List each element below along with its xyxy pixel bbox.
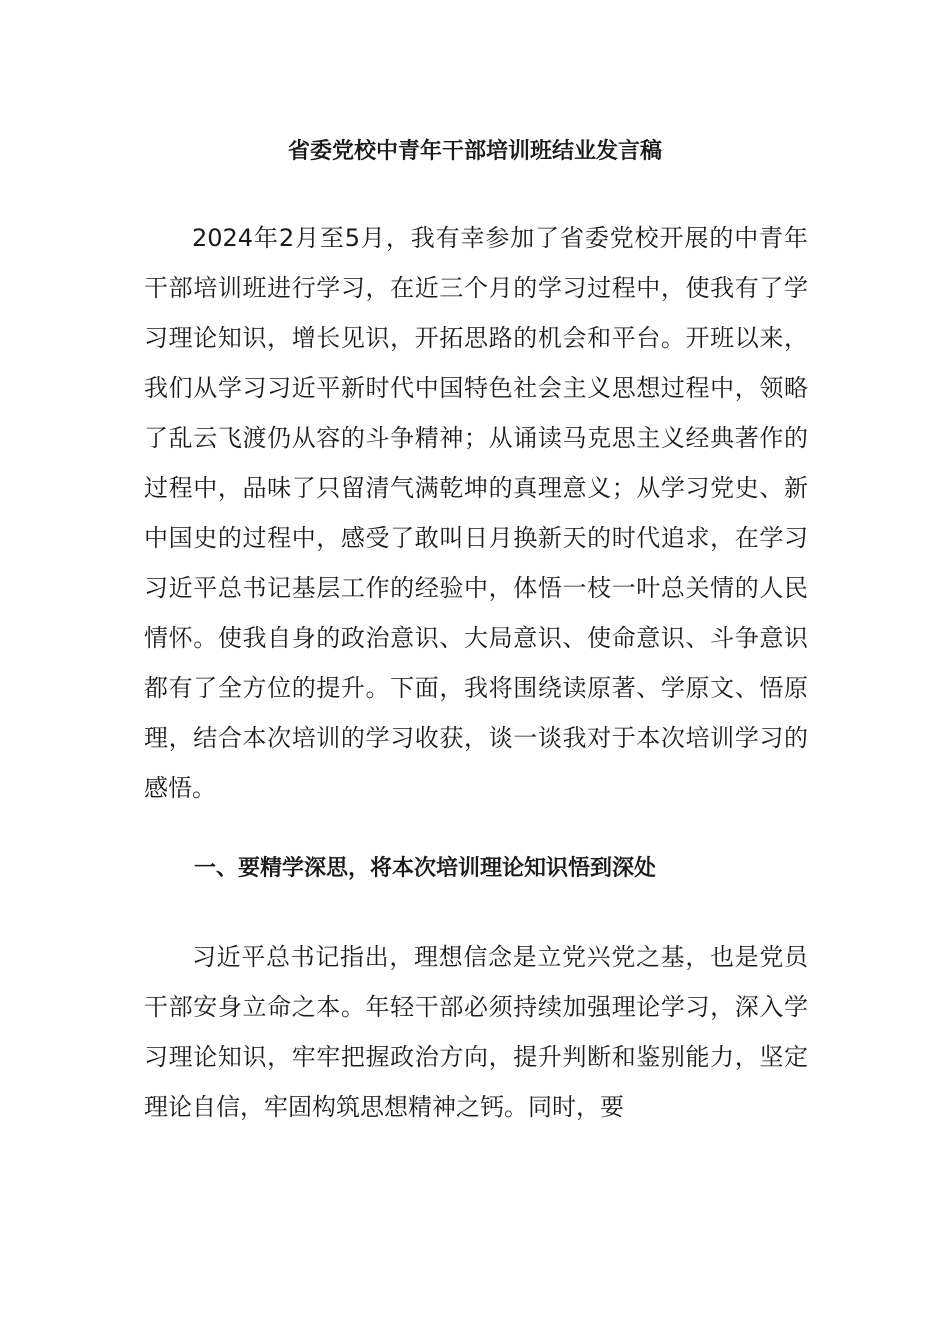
section-heading-1: 一、要精学深思，将本次培训理论知识悟到深处 xyxy=(194,856,657,881)
document-title: 省委党校中青年干部培训班结业发言稿 xyxy=(287,139,662,164)
body-paragraph-section-1: 习近平总书记指出，理想信念是立党兴党之基，也是党员干部安身立命之本。年轻干部必须持续加强理论学习，深入学习理论知识，牢牢把握政治方向，提升判断和鉴别能力，坚定理论自信，牢固构筑思想精神之钙。同时，要 xyxy=(144,943,808,1121)
body-paragraph-intro: 2024年2月至5月，我有幸参加了省委党校开展的中青年干部培训班进行学习，在近三个月的学习过程中，使我有了学习理论知识，增长见识，开拓思路的机会和平台。开班以来，我们从学习习近平新时代中国特色社会主义思想过程中，领略了乱云飞渡仍从容的斗争精神；从诵读马克思主义经典著作的过程中，品味了只留清气满乾坤的真理意义；从学习党史、新中国史的过程中，感受了敢叫日月换新天的时代追求，在学习习近平总书记基层工作的经验中，体悟一枝一叶总关情的人民情怀。使我自身的政治意识、大局意识、使命意识、斗争意识都有了全方位的提升。下面，我将围绕读原著、学原文、悟原理，结合本次培训的学习收获，谈一谈我对于本次培训学习的感悟。 xyxy=(144,224,808,802)
